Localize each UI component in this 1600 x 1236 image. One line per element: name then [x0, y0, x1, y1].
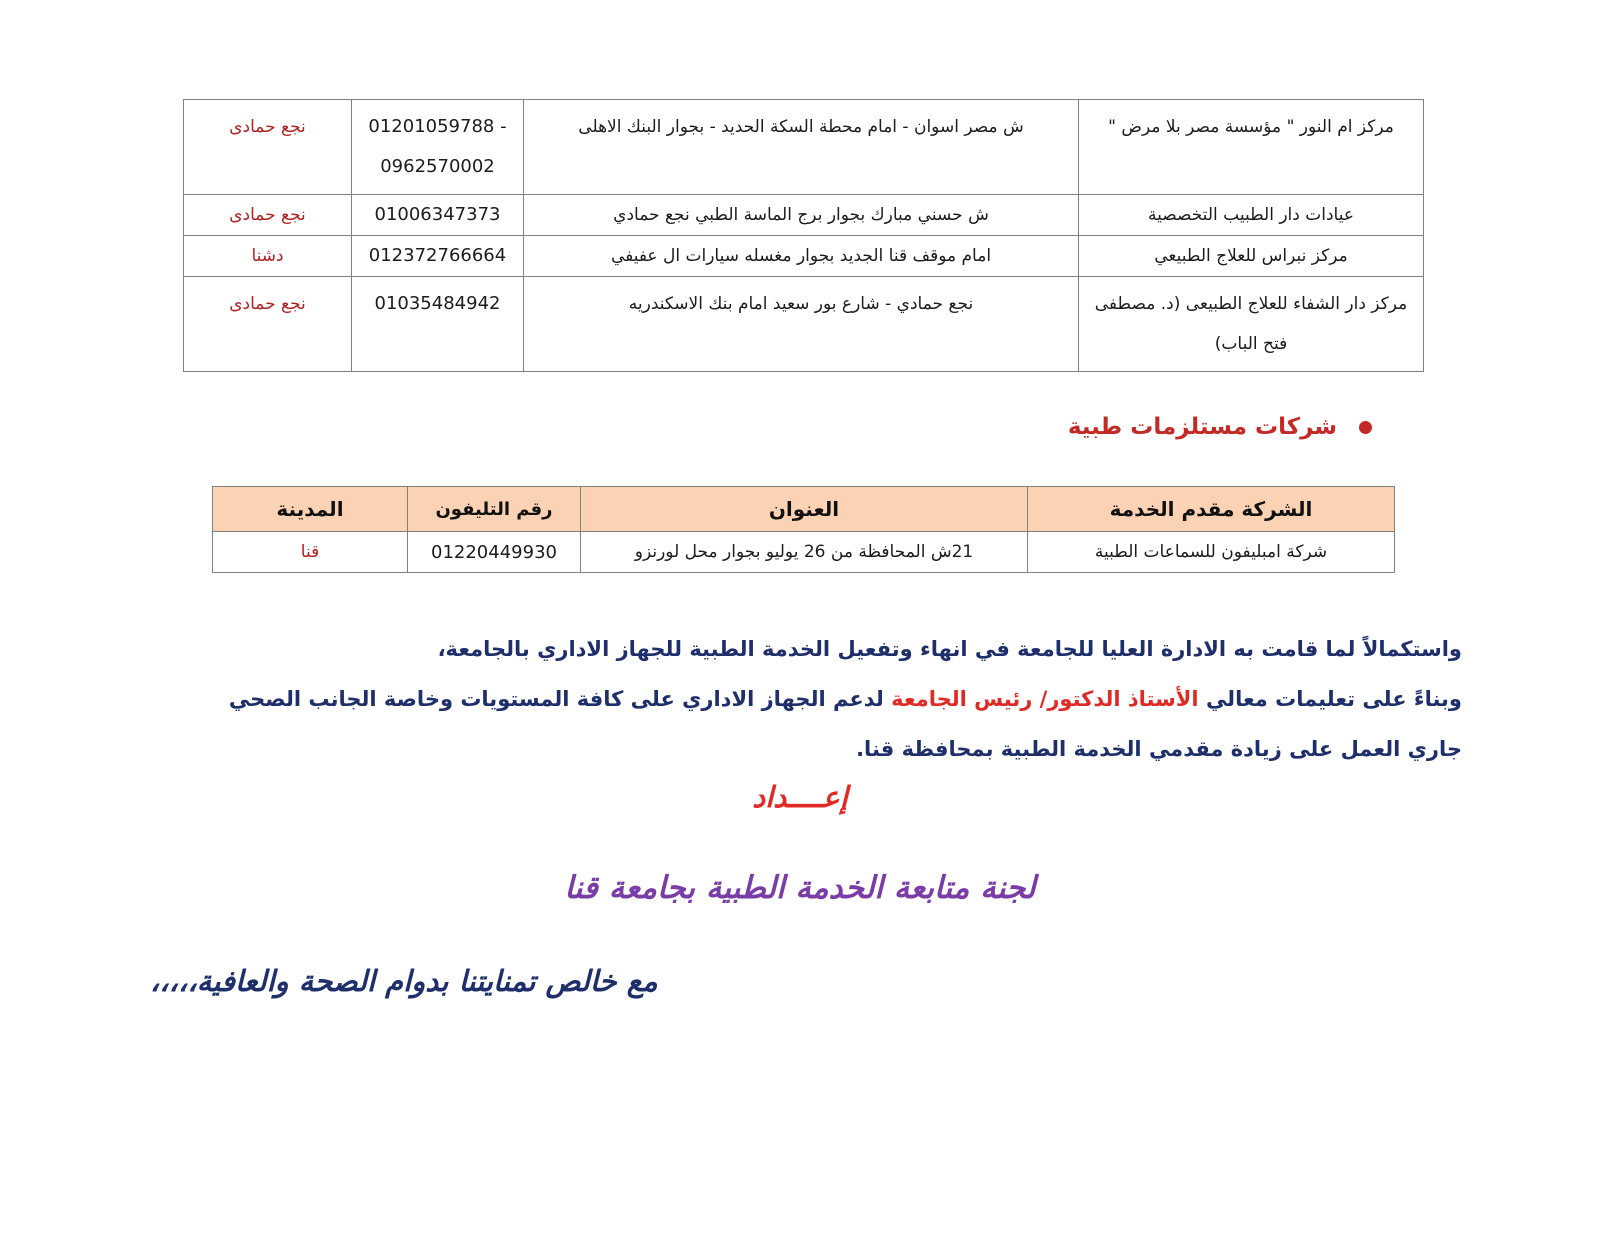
section-title: شركات مستلزمات طبية	[1067, 414, 1337, 440]
prepared-by: إعــــداد	[752, 780, 848, 814]
provider-city: نجع حمادى	[184, 195, 352, 236]
provider-city: نجع حمادى	[184, 277, 352, 372]
supplier-company: شركة امبليفون للسماعات الطبية	[1028, 532, 1395, 573]
provider-phone: 01035484942	[352, 277, 524, 372]
provider-name: مركز دار الشفاء للعلاج الطبيعى (د. مصطفى فتح الباب)	[1079, 277, 1424, 372]
table-row	[184, 100, 1424, 195]
body-line-1: واستكمالاً لما قامت به الادارة العليا للجامعة في انهاء وتفعيل الخدمة الطبية للجهاز الاداري بالجامعة،	[437, 637, 1462, 661]
provider-city: دشنا	[184, 236, 352, 277]
supplier-phone: 01220449930	[408, 532, 581, 573]
provider-phone: 01201059788 - 0962570002	[352, 100, 524, 195]
body-line-2-start: وبناءً على تعليمات معالي	[1205, 687, 1462, 711]
committee-name: لجنة متابعة الخدمة الطبية بجامعة قنا	[564, 870, 1036, 906]
provider-name: عيادات دار الطبيب التخصصية	[1079, 195, 1424, 236]
table-row	[184, 277, 1424, 372]
table-row	[184, 236, 1424, 277]
provider-address: امام موقف قنا الجديد بجوار مغسله سيارات ال عفيفي	[524, 236, 1079, 277]
provider-address: نجع حمادي - شارع بور سعيد امام بنك الاسكندريه	[524, 277, 1079, 372]
supplier-address: 21ش المحافظة من 26 يوليو بجوار محل لورنزو	[581, 532, 1028, 573]
bullet-icon	[1359, 421, 1372, 434]
provider-name: مركز ام النور " مؤسسة مصر بلا مرض "	[1079, 100, 1424, 195]
section-heading	[1068, 414, 1372, 440]
provider-phone: 012372766664	[352, 236, 524, 277]
table-row	[213, 532, 1395, 573]
provider-name: مركز نبراس للعلاج الطبيعي	[1079, 236, 1424, 277]
providers-table	[183, 99, 1424, 372]
provider-phone: 01006347373	[352, 195, 524, 236]
body-line-3: جاري العمل على زيادة مقدمي الخدمة الطبية بمحافظة قنا.	[856, 737, 1462, 761]
header-phone: رقم التليفون	[408, 487, 581, 532]
header-company: الشركة مقدم الخدمة	[1028, 487, 1395, 532]
table-row	[184, 195, 1424, 236]
president-title: الأستاذ الدكتور/ رئيس الجامعة	[891, 687, 1199, 711]
provider-city: نجع حمادى	[184, 100, 352, 195]
provider-address: ش مصر اسوان - امام محطة السكة الحديد - بجوار البنك الاهلى	[524, 100, 1079, 195]
header-city: المدينة	[213, 487, 408, 532]
body-line-2	[162, 674, 1462, 725]
body-line-2-end: لدعم الجهاز الاداري على كافة المستويات وخاصة الجانب الصحي	[228, 687, 884, 711]
supplies-table	[212, 486, 1395, 573]
table-header-row	[213, 487, 1395, 532]
provider-address: ش حسني مبارك بجوار برج الماسة الطبي نجع حمادي	[524, 195, 1079, 236]
supplier-city: قنا	[213, 532, 408, 573]
closing-line: مع خالص تمنايتنا بدوام الصحة والعافية،،،،،	[150, 964, 658, 998]
header-address: العنوان	[581, 487, 1028, 532]
